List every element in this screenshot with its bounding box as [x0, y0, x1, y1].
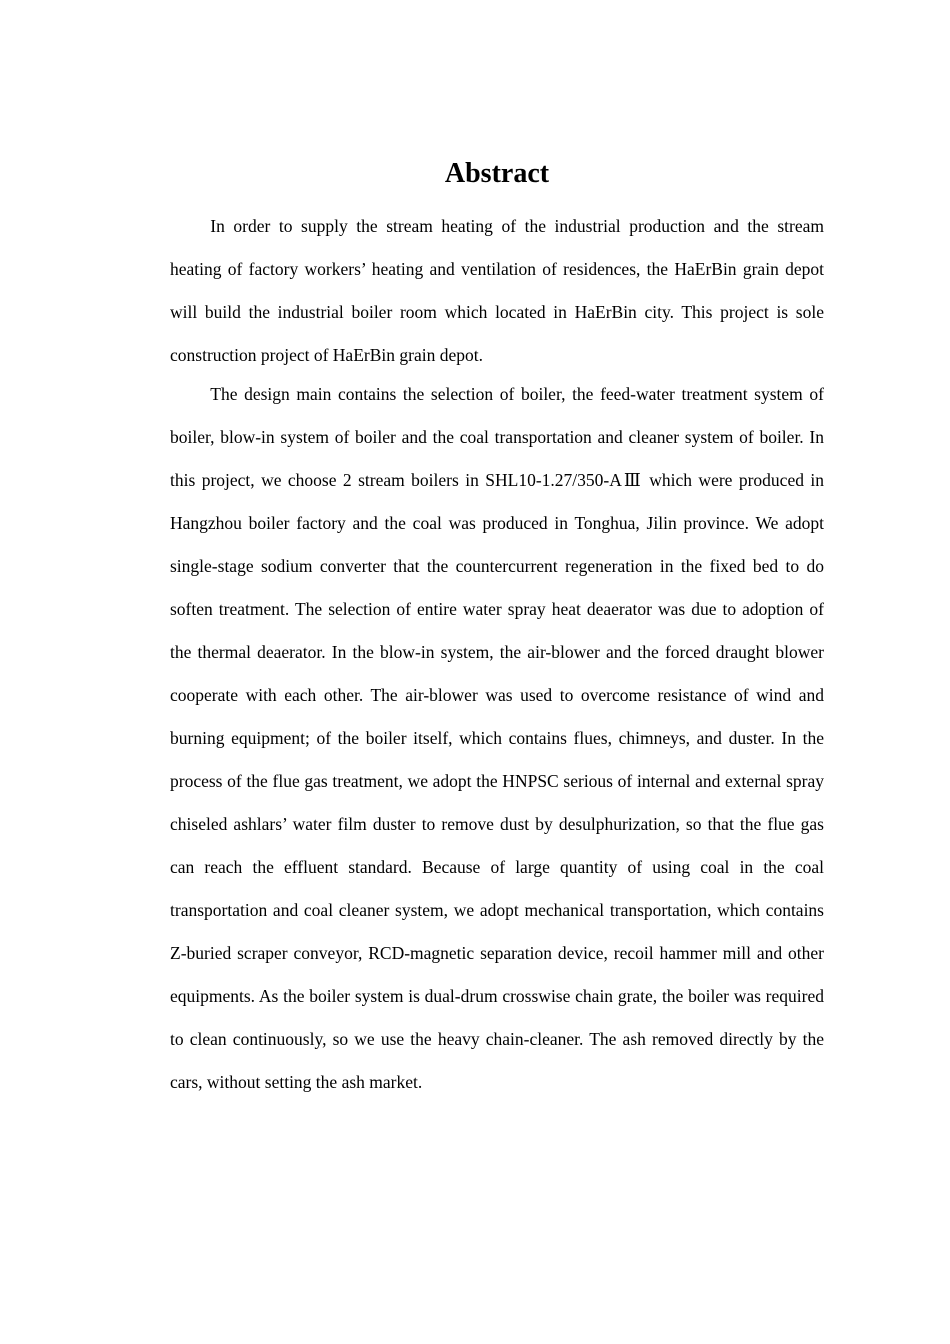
abstract-paragraph-1: In order to supply the stream heating of the industrial production and the stream heating of factory workers’ heating and ventilation of residences, the HaErBin grain depot will build the industrial boiler room which located in HaErBin city. This project is sole construction project of HaErBin grain depot. [170, 216, 824, 365]
abstract-title: Abstract [444, 158, 550, 189]
document-page [170, 152, 824, 1104]
abstract-paragraph-2: The design main contains the selection of boiler, the feed-water treatment system of boiler, blow-in system of boiler and the coal transportation and cleaner system of boiler. In this project, we choose 2 stream boilers in SHL10-1.27/350-AⅢ which were produced in Hangzhou boiler factory and the coal was produced in Tonghua, Jilin province. We adopt single-stage sodium converter that the countercurrent regeneration in the fixed bed to do soften treatment. The selection of entire water spray heat deaerator was due to adoption of the thermal deaerator. In the blow-in system, the air-blower and the forced draught blower cooperate with each other. The air-blower was used to overcome resistance of wind and burning equipment; of the boiler itself, which contains flues, chimneys, and duster. In the process of the flue gas treatment, we adopt the HNPSC serious of internal and external spray chiseled ashlars’ water film duster to remove dust by desulphurization, so that the flue gas can reach the effluent standard. Because of large quantity of using coal in the coal transportation and coal cleaner system, we adopt mechanical transportation, which contains Z-buried scraper conveyor, RCD-magnetic separation device, recoil hammer mill and other equipments. As the boiler system is dual-drum crosswise chain grate, the boiler was required to clean continuously, so we use the heavy chain-cleaner. The ash removed directly by the cars, without setting the ash market. [170, 384, 824, 1092]
